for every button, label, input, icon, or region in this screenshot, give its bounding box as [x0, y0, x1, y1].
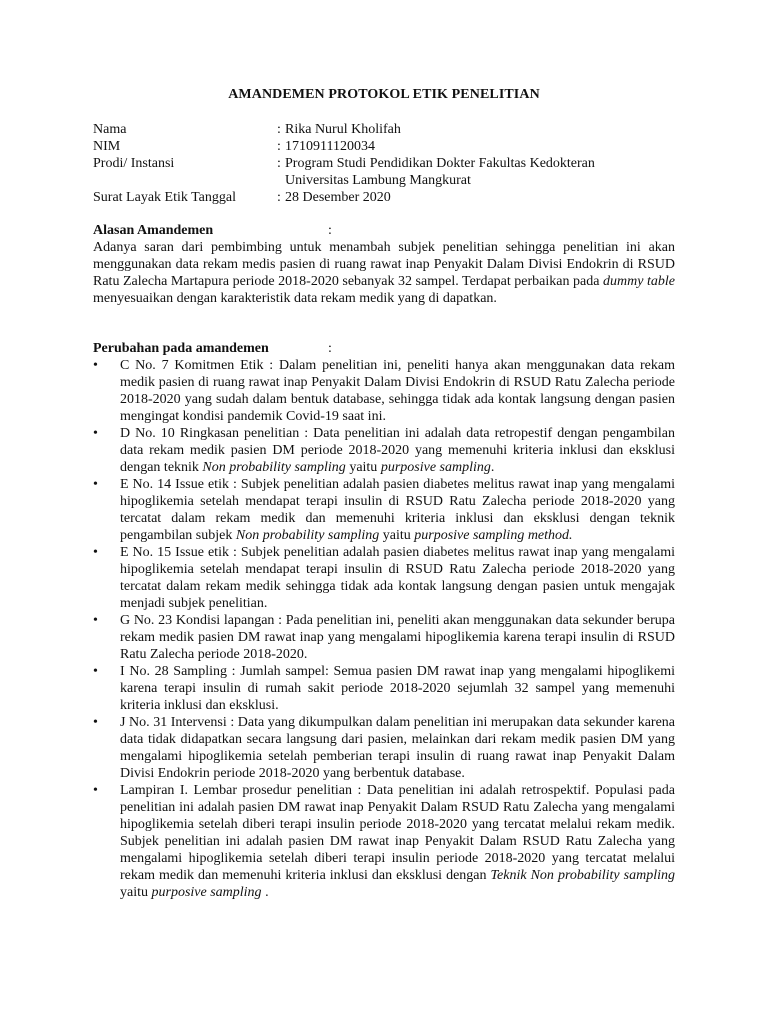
perubahan-header: [93, 340, 675, 357]
alasan-paragraph: [93, 239, 675, 307]
colon: :: [277, 139, 281, 154]
bullet: •: [93, 545, 98, 560]
bullet: •: [93, 477, 98, 492]
list-item: [93, 476, 675, 544]
nama-value: Rika Nurul Kholifah: [285, 122, 401, 137]
nim-value: 1710911120034: [285, 139, 375, 154]
bullet: •: [93, 426, 98, 441]
perubahan-heading: Perubahan pada amandemen: [93, 341, 269, 356]
prodi-value-line-2: Universitas Lambung Mangkurat: [285, 173, 471, 188]
item-text-mid: yaitu: [379, 528, 415, 543]
perubahan-section: [93, 340, 675, 901]
alasan-italic-term: dummy table: [603, 274, 675, 289]
item-text: I No. 28 Sampling : Jumlah sampel: Semua pasien DM rawat inap yang mengalami hipoglikemi karena terapi insulin di rumah sakit periode 2018-2020 sejumlah 32 sampel yang memenuhi kriteria inklusi dan eksklusi.: [120, 664, 675, 713]
prodi-row: [93, 155, 675, 189]
surat-label: Surat Layak Etik Tanggal: [93, 190, 237, 205]
nama-label: Nama: [93, 122, 127, 137]
bullet: •: [93, 715, 98, 730]
item-text: E No. 15 Issue etik : Subjek penelitian adalah pasien diabetes melitus rawat inap yang mengalami hipoglikemia setelah mendapat terapi insulin di RSUD Ratu Zalecha periode 2018-2020 yang tercatat dalam rekam medik sehingga tidak ada kontak langsung dengan pasien untuk mengajak menjadi subjek penelitian.: [120, 545, 675, 611]
document-title: AMANDEMEN PROTOKOL ETIK PENELITIAN: [228, 87, 540, 102]
surat-value: 28 Desember 2020: [285, 190, 391, 205]
item-italic: Teknik Non probability sampling: [490, 868, 675, 883]
perubahan-colon: :: [328, 341, 332, 356]
list-item: [93, 425, 675, 476]
bullet: •: [93, 358, 98, 373]
alasan-text-end: menyesuaikan dengan karakteristik data rekam medik yang di dapatkan.: [93, 291, 497, 306]
list-item: [93, 357, 675, 425]
colon: :: [277, 122, 281, 137]
nim-label: NIM: [93, 139, 121, 154]
item-text: J No. 31 Intervensi : Data yang dikumpulkan dalam penelitian ini merupakan data sekunder karena data tidak didapatkan secara langsung dari pasien, melainkan dari rekam medik pasien DM yang mengalami hipoglikemia setelah pemberian terapi insulin di ruang rawat inap Penyakit Dalam Divisi Endokrin periode 2018-2020 yang berbentuk database.: [120, 715, 675, 781]
list-item: [93, 612, 675, 663]
item-text: C No. 7 Komitmen Etik : Dalam penelitian ini, peneliti hanya akan menggunakan data rekam medik pasien di ruang rawat inap Penyakit Dalam Divisi Endokrin di RSUD Ratu Zalecha periode 2018-2020 yang sudah dalam bentuk database, sehingga tidak ada kontak langsung dengan pasien mengingat kondisi pandemik Covid-19 saat ini.: [120, 358, 675, 424]
list-item: [93, 782, 675, 901]
prodi-value: [285, 155, 675, 189]
item-text: E No. 14 Issue etik : Subjek penelitian adalah pasien diabetes melitus rawat inap yang mengalami hipoglikemia setelah mendapat terapi insulin di RSUD Ratu Zalecha periode 2018-2020 yang tercatat dalam rekam medik dan memenuhi kriteria inklusi dan eksklusi dengan teknik pengambilan subjek: [120, 477, 675, 543]
item-text: D No. 10 Ringkasan penelitian : Data penelitian ini adalah data retropestif dengan pengambilan data rekam medik pasien DM periode 2018-2020 yang memenuhi kriteria inklusi dan eksklusi dengan teknik: [120, 426, 675, 475]
item-text-mid: yaitu: [345, 460, 381, 475]
item-text: Lampiran I. Lembar prosedur penelitian : Data penelitian ini adalah retrospektif. Populasi pada penelitian ini adalah pasien DM rawat inap Penyakit Dalam RSUD Ratu Zalecha yang mengalami hipoglikemia setelah diberi terapi insulin periode 2018-2020 yang tercatat melalui rekam medik. Subjek penelitian ini adalah pasien DM rawat inap Penyakit Dalam RSUD Ratu Zalecha yang mengalami hipoglikemia setelah diberi terapi insulin periode 2018-2020 yang tercatat melalui rekam medik dan memenuhi kriteria inklusi dan eksklusi dengan: [120, 783, 675, 883]
list-item: [93, 714, 675, 782]
alasan-section: [93, 222, 675, 307]
item-italic-2: purposive sampling method.: [414, 528, 573, 543]
alasan-heading: Alasan Amandemen: [93, 223, 214, 238]
nim-row: [93, 138, 675, 155]
bullet: •: [93, 664, 98, 679]
perubahan-list: [93, 357, 675, 901]
alasan-header: [93, 222, 675, 239]
colon: :: [277, 190, 281, 205]
alasan-colon: :: [328, 223, 332, 238]
colon: :: [277, 156, 281, 171]
surat-row: [93, 189, 675, 206]
list-item: [93, 663, 675, 714]
bullet: •: [93, 783, 98, 798]
item-text: G No. 23 Kondisi lapangan : Pada penelitian ini, peneliti akan menggunakan data sekunder berupa rekam medik pasien DM rawat inap yang mengalami hipoglikemia karena terapi insulin di RSUD Ratu Zalecha periode 2018-2020.: [120, 613, 675, 662]
item-italic-2: purposive sampling: [380, 460, 491, 475]
prodi-label: Prodi/ Instansi: [93, 156, 175, 171]
nama-row: [93, 121, 675, 138]
identity-block: [93, 121, 675, 206]
prodi-value-line-1: Program Studi Pendidikan Dokter Fakultas Kedokteran: [285, 156, 595, 171]
alasan-text: Adanya saran dari pembimbing untuk menambah subjek penelitian sehingga penelitian ini akan menggunakan data rekam medis pasien di ruang rawat inap Penyakit Dalam Divisi Endokrin di RSUD Ratu Zalecha Martapura periode 2018-2020 sebanyak 32 sampel. Terdapat perbaikan pada: [93, 240, 675, 289]
item-text-end: .: [261, 885, 269, 900]
item-italic: Non probability sampling: [235, 528, 380, 543]
item-italic: Non probability sampling: [202, 460, 346, 475]
list-item: [93, 544, 675, 612]
item-text-end: .: [490, 460, 495, 475]
item-italic-2: purposive sampling: [151, 885, 262, 900]
item-text-mid: yaitu: [120, 885, 152, 900]
bullet: •: [93, 613, 98, 628]
